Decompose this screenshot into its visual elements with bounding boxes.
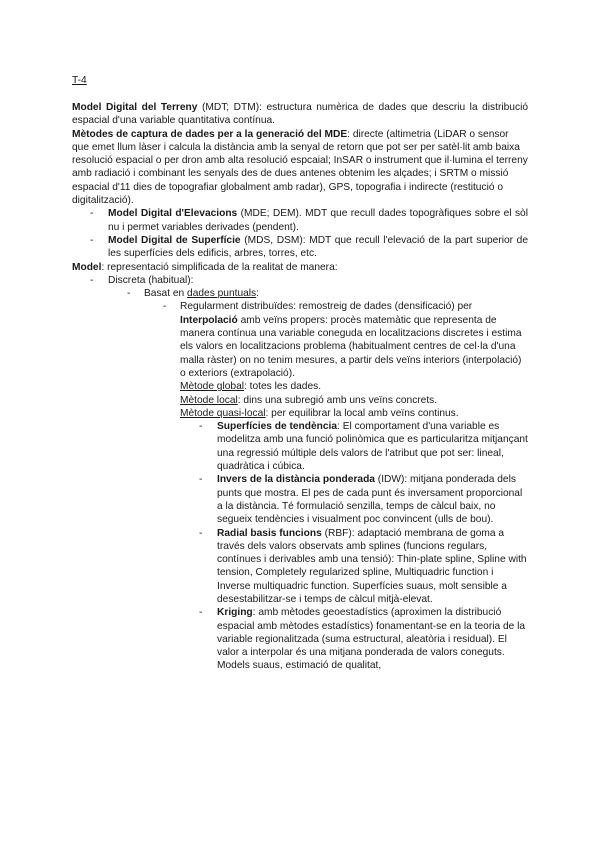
text-metode-local: : dins una subregió amb uns veïns concrets. [237, 394, 438, 406]
term-interpolacio: Interpolació [180, 314, 238, 326]
text-discreta: Discreta (habitual): [108, 274, 194, 286]
list-item-mde [72, 207, 528, 234]
text-model: : representació simplificada de la realitat de manera: [101, 261, 338, 273]
list-item-mds [72, 234, 528, 261]
page-title: T-4 [72, 75, 87, 86]
term-rbf: Radial basis funcions [217, 527, 322, 539]
list-item-superficies-tendencia [72, 420, 528, 473]
label-metode-local: Mètode local [180, 394, 238, 406]
text-regular-2: amb veïns propers: procès matemàtic que representa de manera contínua una variable coneguda en localitzacions discretes i estima els valors en localitzacions problema (habitualment centres de cel·la d'una malla ràster) on no tenim mesures, a partir dels veïns interiors (interpolació) o exteriors (extrapolació). [180, 314, 522, 379]
text-capture-methods: : directe (altimetria (LiDAR o sensor que emet llum làser i calcula la distància amb la senyal de retorn que pot ser per satèl·lit amb baixa resolució espacial o per dron amb alta resolució espcaial; InSAR o instrument que il·lumina el terreny amb radiació i combinant les senyals des de dues antenes obtenim les alçades; i SRTM o missió espacial d'11 dies de topografiar globalment amb radar), GPS, topografia i indirecte (restitució o digitalització). [72, 128, 528, 207]
document-body [72, 101, 528, 673]
list-item-kriging [72, 606, 528, 672]
text-mds: (MDS, DSM): MDT que recull l'elevació de la part superior de les superfícies dels edificis, arbres, torres, etc. [108, 234, 528, 260]
list-item-basat [72, 287, 528, 300]
text-idw: (IDW): mitjana ponderada dels punts que mostra. El pes de cada punt és inversament proporcional a la distància. Té formulació senzilla, temps de càlcul baix, no segueix tendències i visualment poc convincent (ulls de bou). [217, 474, 523, 526]
bullet-dash: - [199, 527, 203, 539]
text-metode-global: : totes les dades. [244, 381, 322, 393]
text-superficies-tendencia: : El comportament d'una variable es modelitza amb una funció polinòmica que es particularitza mitjançant una regressió múltiple dels valors de l'atribut que pot ser: lineal, quadràtica i cúbica. [217, 421, 528, 473]
bullet-dash: - [90, 274, 94, 286]
text-basat-prefix: Basat en [144, 288, 188, 300]
text-mde: (MDE; DEM). MDT que recull dades topogràfiques sobre el sòl nu i permet variables derivades (pendent). [108, 208, 528, 233]
bullet-dash: - [199, 474, 203, 486]
list-item-discreta [72, 274, 528, 287]
term-mdt: Model Digital del Terreny [72, 102, 198, 113]
metode-local [180, 394, 528, 407]
text-rbf: (RBF): adaptació membrana de goma a través dels valors observats amb splines (funcions regulars, contínues i derivables amb una tensió): Thin-plate spline, Spline with tension, Completely regularized spline, Multiquadric function i Inverse multiquadric function. Superfícies suaus, molt sensible a desestabilitzar-se i temps de càlcul mitjà-elevat. [217, 527, 527, 605]
text-dades-puntuals: dades puntuals [187, 288, 257, 300]
metode-quasi-local [180, 407, 528, 420]
term-model: Model [72, 261, 102, 273]
text-metode-quasi-local: : per equilibrar la local amb veïns continus. [265, 407, 459, 419]
bullet-dash: - [163, 301, 167, 313]
text-regular-1: Regularment distribuïdes: remostreig de dades (densificació) per [180, 301, 473, 313]
label-metode-quasi-local: Mètode quasi-local [180, 407, 266, 419]
text-basat-suffix: : [256, 288, 259, 300]
term-superficies-tendencia: Superfícies de tendència [217, 421, 338, 433]
paragraph-mdt [72, 101, 528, 128]
text-kriging: : amb mètodes geoestadístics (aproximen la distribució espacial amb mètodes estadístics) fonamentant-se en la teoria de la variable regionalitzada (suma estructural, aleatòria i residual). El valor a interpolar és una mitjana ponderada de valors coneguts. Models suaus, estimació de qualitat, [217, 607, 526, 672]
paragraph-capture-methods [72, 128, 528, 208]
list-item-idw [72, 473, 528, 526]
term-idw: Invers de la distància ponderada [217, 474, 375, 486]
list-item-rbf [72, 527, 528, 607]
term-mds: Model Digital de Superfície [108, 234, 241, 246]
label-metode-global: Mètode global [180, 381, 245, 393]
bullet-dash: - [127, 288, 131, 300]
term-mde: Model Digital d'Elevacions [108, 208, 238, 220]
bullet-dash: - [90, 208, 94, 220]
paragraph-model [72, 261, 528, 274]
term-kriging: Kriging [217, 607, 253, 619]
bullet-dash: - [90, 234, 94, 246]
text-mdt: (MDT; DTM): estructura numèrica de dades que descriu la distribució espacial d'una variable quantitativa contínua. [72, 102, 528, 127]
list-item-regular [72, 300, 528, 420]
metode-global [180, 380, 528, 393]
bullet-dash: - [199, 607, 203, 619]
term-capture-methods: Mètodes de captura de dades per a la generació del MDE [72, 128, 348, 140]
bullet-dash: - [199, 421, 203, 433]
